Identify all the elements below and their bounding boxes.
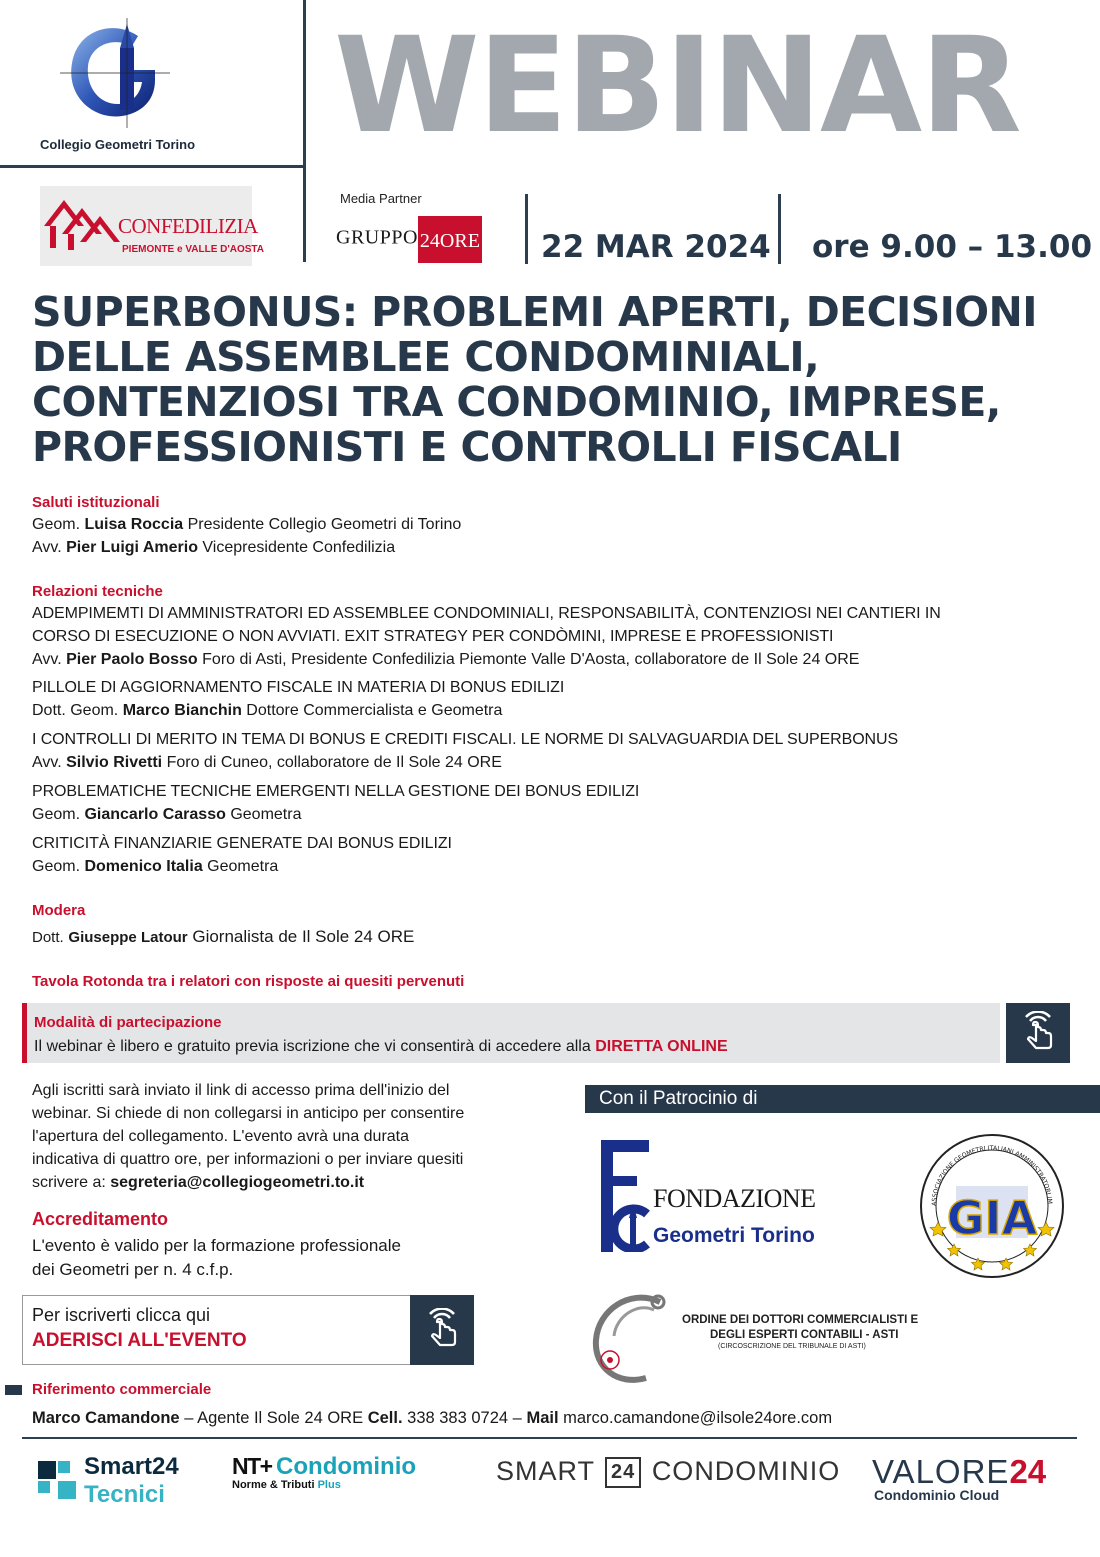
collegio-logo-caption: Collegio Geometri Torino xyxy=(40,137,196,152)
title-line: CONTENZIOSI TRA CONDOMINIO, IMPRESE, xyxy=(32,378,1001,426)
relazione-speaker xyxy=(32,700,502,722)
speaker-name: Pier Paolo Bosso xyxy=(66,651,198,668)
aderisci-evento-button[interactable]: ADERISCI ALL'EVENTO xyxy=(32,1330,247,1351)
touch-hand-icon xyxy=(420,1308,464,1352)
speaker-role: Foro di Cuneo, collaboratore de Il Sole 24 ORE xyxy=(166,754,502,771)
gia-seal-icon xyxy=(918,1132,1066,1280)
riferimento-contact xyxy=(32,1407,832,1429)
aderisci-touch-icon[interactable] xyxy=(410,1295,474,1365)
person-prefix: Geom. xyxy=(32,516,81,533)
smart24-condominio-logo xyxy=(496,1456,856,1496)
cell-number[interactable]: 338 383 0724 xyxy=(407,1409,509,1427)
collegio-geometri-logo xyxy=(60,18,170,128)
agent-name: Marco Camandone xyxy=(32,1409,180,1427)
valore-num: 24 xyxy=(1009,1453,1047,1490)
odcec-asti-logo xyxy=(590,1290,970,1390)
diretta-online-link[interactable]: DIRETTA ONLINE xyxy=(595,1038,728,1055)
saluti-person xyxy=(32,537,395,559)
speaker-role: Geometra xyxy=(230,806,302,823)
relazione-topic: CORSO DI ESECUZIONE O NON AVVIATI. EXIT STRATEGY PER CONDÒMINI, IMPRESE E PROFESSIONISTI xyxy=(32,628,834,645)
info-email-line xyxy=(32,1171,464,1194)
speaker-prefix: Geom. xyxy=(32,858,85,875)
fondazione-geometri-logo xyxy=(597,1140,827,1255)
speaker-name: Silvio Rivetti xyxy=(66,754,163,771)
relazione-topic: CRITICITÀ FINANZIARIE GENERATE DAI BONUS EDILIZI xyxy=(32,835,452,852)
person-role: Presidente Collegio Geometri di Torino xyxy=(187,516,462,533)
relazione-topic: I CONTROLLI DI MERITO IN TEMA DI BONUS E CREDITI FISCALI. LE NORME DI SALVAGUARDIA DEL SUPERBONUS xyxy=(32,731,899,748)
nt-prefix: NT+ xyxy=(232,1453,272,1479)
valore-sub: Condominio Cloud xyxy=(874,1487,1000,1503)
nt-plus: Plus xyxy=(317,1479,341,1491)
modalita-heading: Modalità di partecipazione xyxy=(34,1014,222,1031)
webinar-title: WEBINAR xyxy=(334,9,1020,163)
smart-right: CONDOMINIO xyxy=(651,1456,841,1486)
valore-text: VALORE xyxy=(872,1453,1010,1490)
title-line: PROFESSIONISTI E CONTROLLI FISCALI xyxy=(32,423,902,471)
info-line: l'apertura del collegamento. L'evento avrà una durata xyxy=(32,1128,410,1145)
accreditamento-text xyxy=(32,1234,401,1282)
mail-label: Mail xyxy=(526,1409,559,1427)
event-date: 22 MAR 2024 xyxy=(541,229,771,265)
smart24-mark-icon xyxy=(38,1461,80,1503)
speaker-prefix: Geom. xyxy=(32,806,85,823)
accreditamento-line: L'evento è valido per la formazione professionale xyxy=(32,1236,401,1255)
modera-heading: Modera xyxy=(32,902,86,919)
touch-hand-icon xyxy=(1016,1011,1060,1055)
person-prefix: Avv. xyxy=(32,539,62,556)
gruppo-text: GRUPPO xyxy=(336,226,418,249)
odcec-line2: DEGLI ESPERTI CONTABILI - ASTI xyxy=(710,1329,899,1341)
person-role: Vicepresidente Confedilizia xyxy=(202,539,396,556)
event-title xyxy=(32,290,1092,470)
info-email-prefix: scrivere a: xyxy=(32,1174,106,1191)
relazione-speaker xyxy=(32,752,502,774)
odcec-mark-icon xyxy=(590,1290,680,1385)
smart-left: SMART xyxy=(496,1456,595,1486)
saluti-heading: Saluti istituzionali xyxy=(32,494,160,511)
speaker-prefix: Dott. Geom. xyxy=(32,702,119,719)
saluti-person xyxy=(32,514,461,536)
agent-email-link[interactable]: marco.camandone@ilsole24ore.com xyxy=(563,1409,833,1427)
confedilizia-logo xyxy=(40,186,265,266)
patrocinio-heading: Con il Patrocinio di xyxy=(585,1085,1100,1113)
relazione-speaker xyxy=(32,856,278,878)
confedilizia-region: PIEMONTE e VALLE D'AOSTA xyxy=(122,244,265,255)
relazioni-heading: Relazioni tecniche xyxy=(32,583,163,600)
moderator-name: Giuseppe Latour xyxy=(68,929,188,946)
smart24-line2: Tecnici xyxy=(84,1481,165,1508)
relazione-topic: PILLOLE DI AGGIORNAMENTO FISCALE IN MATERIA DI BONUS EDILIZI xyxy=(32,679,565,696)
collegio-logo-mark-icon xyxy=(60,18,170,128)
header-horizontal-divider xyxy=(0,165,305,168)
speaker-role: Foro di Asti, Presidente Confedilizia Piemonte Valle D'Aosta, collaboratore de Il Sole 24 ORE xyxy=(202,651,860,668)
footer-divider xyxy=(22,1437,1077,1439)
fondazione-mark-icon xyxy=(597,1140,653,1252)
title-line: SUPERBONUS: PROBLEMI APERTI, DECISIONI xyxy=(32,288,1037,336)
date-divider-right xyxy=(778,194,781,264)
info-line: webinar. Si chiede di non collegarsi in anticipo per consentire xyxy=(32,1105,465,1122)
smart-num: 24 xyxy=(605,1457,641,1488)
nt-condominio-logo xyxy=(232,1453,482,1503)
gia-ring-text: ASSOCIAZIONE GEOMETRI ITALIANI AMMINISTRATORI IM xyxy=(930,1144,1054,1207)
accreditamento-heading: Accreditamento xyxy=(32,1209,169,1229)
relazione-topic: ADEMPIMEMTI DI AMMINISTRATORI ED ASSEMBLEE CONDOMINIALI, RESPONSABILITÀ, CONTENZIOSI NEI CANTIERI IN xyxy=(32,605,941,622)
agent-role: – Agente Il Sole 24 ORE xyxy=(184,1409,364,1427)
odcec-line1: ORDINE DEI DOTTORI COMMERCIALISTI E xyxy=(682,1314,919,1326)
header-vertical-divider xyxy=(303,0,306,262)
event-time: ore 9.00 – 13.00 xyxy=(812,229,1093,265)
relazione-speaker xyxy=(32,804,301,826)
title-line: DELLE ASSEMBLEE CONDOMINIALI, xyxy=(32,333,820,381)
info-line: Agli iscritti sarà inviato il link di accesso prima dell'inizio del xyxy=(32,1082,450,1099)
modalita-description: Il webinar è libero e gratuito previa iscrizione che vi consentirà di accedere alla xyxy=(34,1038,591,1055)
date-divider-left xyxy=(525,194,528,264)
relazione-topic: PROBLEMATICHE TECNICHE EMERGENTI NELLA GESTIONE DEI BONUS EDILIZI xyxy=(32,783,640,800)
speaker-name: Giancarlo Carasso xyxy=(84,806,226,823)
speaker-prefix: Avv. xyxy=(32,754,62,771)
modalita-text xyxy=(34,1036,728,1058)
modera-person xyxy=(32,926,414,949)
speaker-role: Dottore Commercialista e Geometra xyxy=(246,702,503,719)
gia-association-seal xyxy=(918,1132,1066,1280)
separator: – xyxy=(512,1409,522,1427)
touch-icon-button[interactable] xyxy=(1006,1003,1070,1063)
ore24-box: 24ORE xyxy=(418,216,482,263)
speaker-prefix: Avv. xyxy=(32,651,62,668)
odcec-line3: (CIRCOSCRIZIONE DEL TRIBUNALE DI ASTI) xyxy=(718,1343,866,1350)
info-line: indicativa di quattro ore, per informazioni o per inviare quesiti xyxy=(32,1151,464,1168)
riferimento-heading: Riferimento commerciale xyxy=(32,1381,212,1398)
relazione-speaker xyxy=(32,649,859,671)
fondazione-line1: FONDAZIONE xyxy=(653,1184,816,1213)
moderator-role: Giornalista de Il Sole 24 ORE xyxy=(192,927,415,946)
smart24-line1: Smart24 xyxy=(84,1453,179,1480)
moderator-prefix: Dott. xyxy=(32,929,64,946)
nt-subtitle xyxy=(232,1479,482,1491)
nt-sub: Norme & Tributi xyxy=(232,1479,315,1491)
info-text xyxy=(32,1079,464,1194)
person-name: Pier Luigi Amerio xyxy=(66,539,198,556)
speaker-role: Geometra xyxy=(207,858,279,875)
gruppo24ore-logo xyxy=(336,216,482,263)
iscrizione-label: Per iscriverti clicca qui xyxy=(32,1305,211,1325)
person-name: Luisa Roccia xyxy=(84,516,184,533)
segreteria-email-link[interactable]: segreteria@collegiogeometri.to.it xyxy=(110,1174,365,1191)
accreditamento-line: dei Geometri per n. 4 c.f.p. xyxy=(32,1260,234,1279)
fondazione-line2: Geometri Torino xyxy=(653,1224,815,1247)
cell-label: Cell. xyxy=(367,1409,403,1427)
nt-title: Condominio xyxy=(276,1453,417,1480)
smart24-tecnici-logo xyxy=(38,1453,218,1511)
confedilizia-name: CONFEDILIZIA xyxy=(118,214,258,238)
gia-letters: GIA xyxy=(946,1191,1038,1245)
speaker-name: Domenico Italia xyxy=(84,858,203,875)
valore24-logo xyxy=(872,1453,1082,1513)
riferimento-bullet xyxy=(5,1385,22,1395)
speaker-name: Marco Bianchin xyxy=(122,702,242,719)
media-partner-label: Media Partner xyxy=(340,191,422,206)
tavola-rotonda: Tavola Rotonda tra i relatori con risposte ai quesiti pervenuti xyxy=(32,973,465,990)
